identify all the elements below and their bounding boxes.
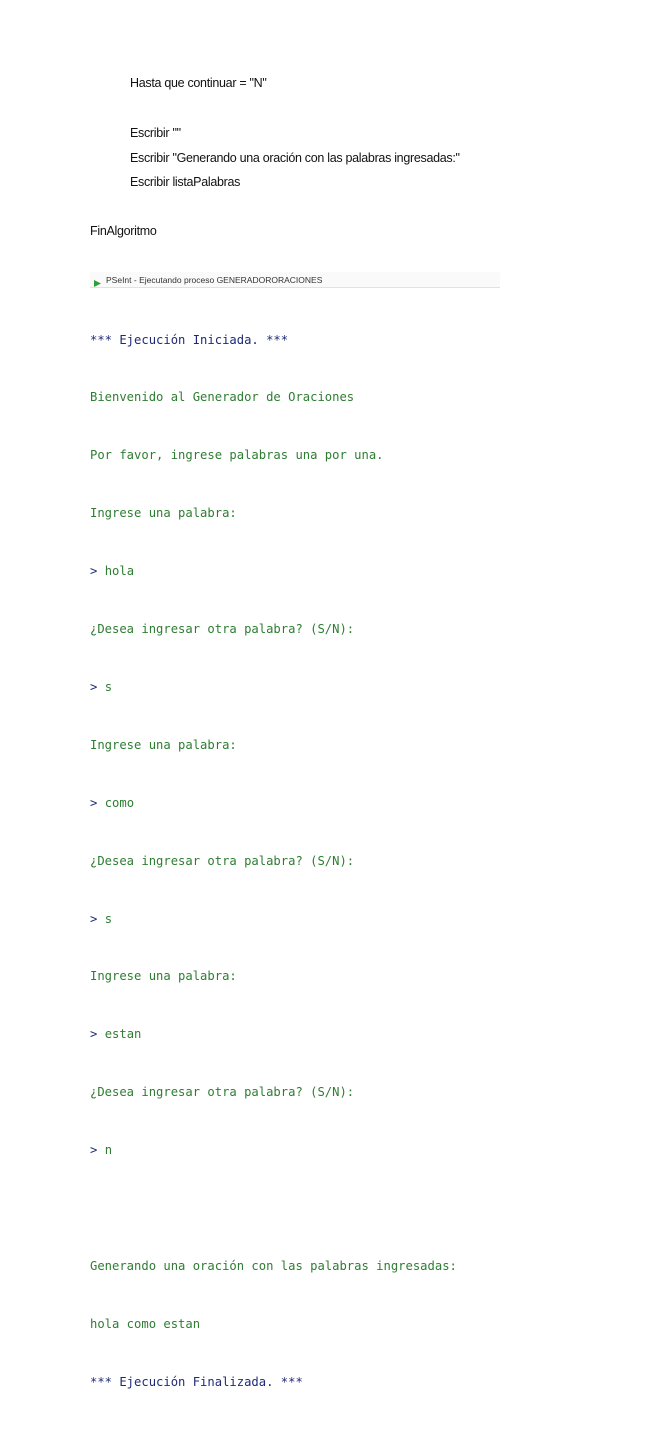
console-prompt-word-3: Ingrese una palabra:: [90, 969, 237, 984]
console-welcome-line: Bienvenido al Generador de Oraciones: [90, 390, 355, 405]
console-input-2: [90, 794, 500, 813]
input-value: hola: [104, 564, 135, 579]
console-answer-2: [90, 910, 500, 929]
console-end-line: *** Ejecución Finalizada. ***: [90, 1374, 303, 1389]
console-prompt-more-1: ¿Desea ingresar otra palabra? (S/N):: [90, 622, 355, 637]
code-line-end-algorithm: FinAlgoritmo: [90, 224, 157, 238]
console-answer-1: [90, 678, 500, 697]
console-blank-line: [90, 1199, 500, 1218]
console-answer-3: [90, 1141, 500, 1160]
window-title: PSeInt - Ejecutando proceso GENERADORORACIONES: [106, 274, 323, 285]
console-input-3: [90, 1025, 500, 1044]
input-value: s: [104, 911, 113, 926]
console-result-line: hola como estan: [90, 1316, 201, 1331]
console-prompt-more-3: ¿Desea ingresar otra palabra? (S/N):: [90, 1085, 355, 1100]
console-generating-line: Generando una oración con las palabras ingresadas:: [90, 1258, 457, 1273]
window-titlebar: [90, 272, 500, 288]
console-prompt-word-2: Ingrese una palabra:: [90, 737, 237, 752]
pseint-icon: [93, 275, 102, 284]
console-prompt-more-2: ¿Desea ingresar otra palabra? (S/N):: [90, 853, 355, 868]
console-output: [90, 292, 500, 1431]
code-line-write-message: Escribir "Generando una oración con las palabras ingresadas:": [130, 151, 460, 165]
console-instructions-line: Por favor, ingrese palabras una por una.: [90, 448, 384, 463]
input-prefix: >: [90, 795, 105, 810]
pseint-console-screenshot: [90, 272, 500, 1431]
input-prefix: >: [90, 1027, 105, 1042]
console-input-1: [90, 562, 500, 581]
input-prefix: >: [90, 1143, 105, 1158]
input-prefix: >: [90, 679, 105, 694]
code-line-write-empty: Escribir "": [130, 126, 181, 140]
console-prompt-word-1: Ingrese una palabra:: [90, 506, 237, 521]
input-value: como: [104, 795, 135, 810]
input-value: estan: [104, 1027, 142, 1042]
console-start-line: *** Ejecución Iniciada. ***: [90, 332, 289, 347]
code-line-until: Hasta que continuar = "N": [130, 76, 267, 90]
input-prefix: >: [90, 564, 105, 579]
input-value: n: [104, 1143, 113, 1158]
code-line-write-list: Escribir listaPalabras: [130, 175, 241, 189]
input-prefix: >: [90, 911, 105, 926]
input-value: s: [104, 679, 113, 694]
